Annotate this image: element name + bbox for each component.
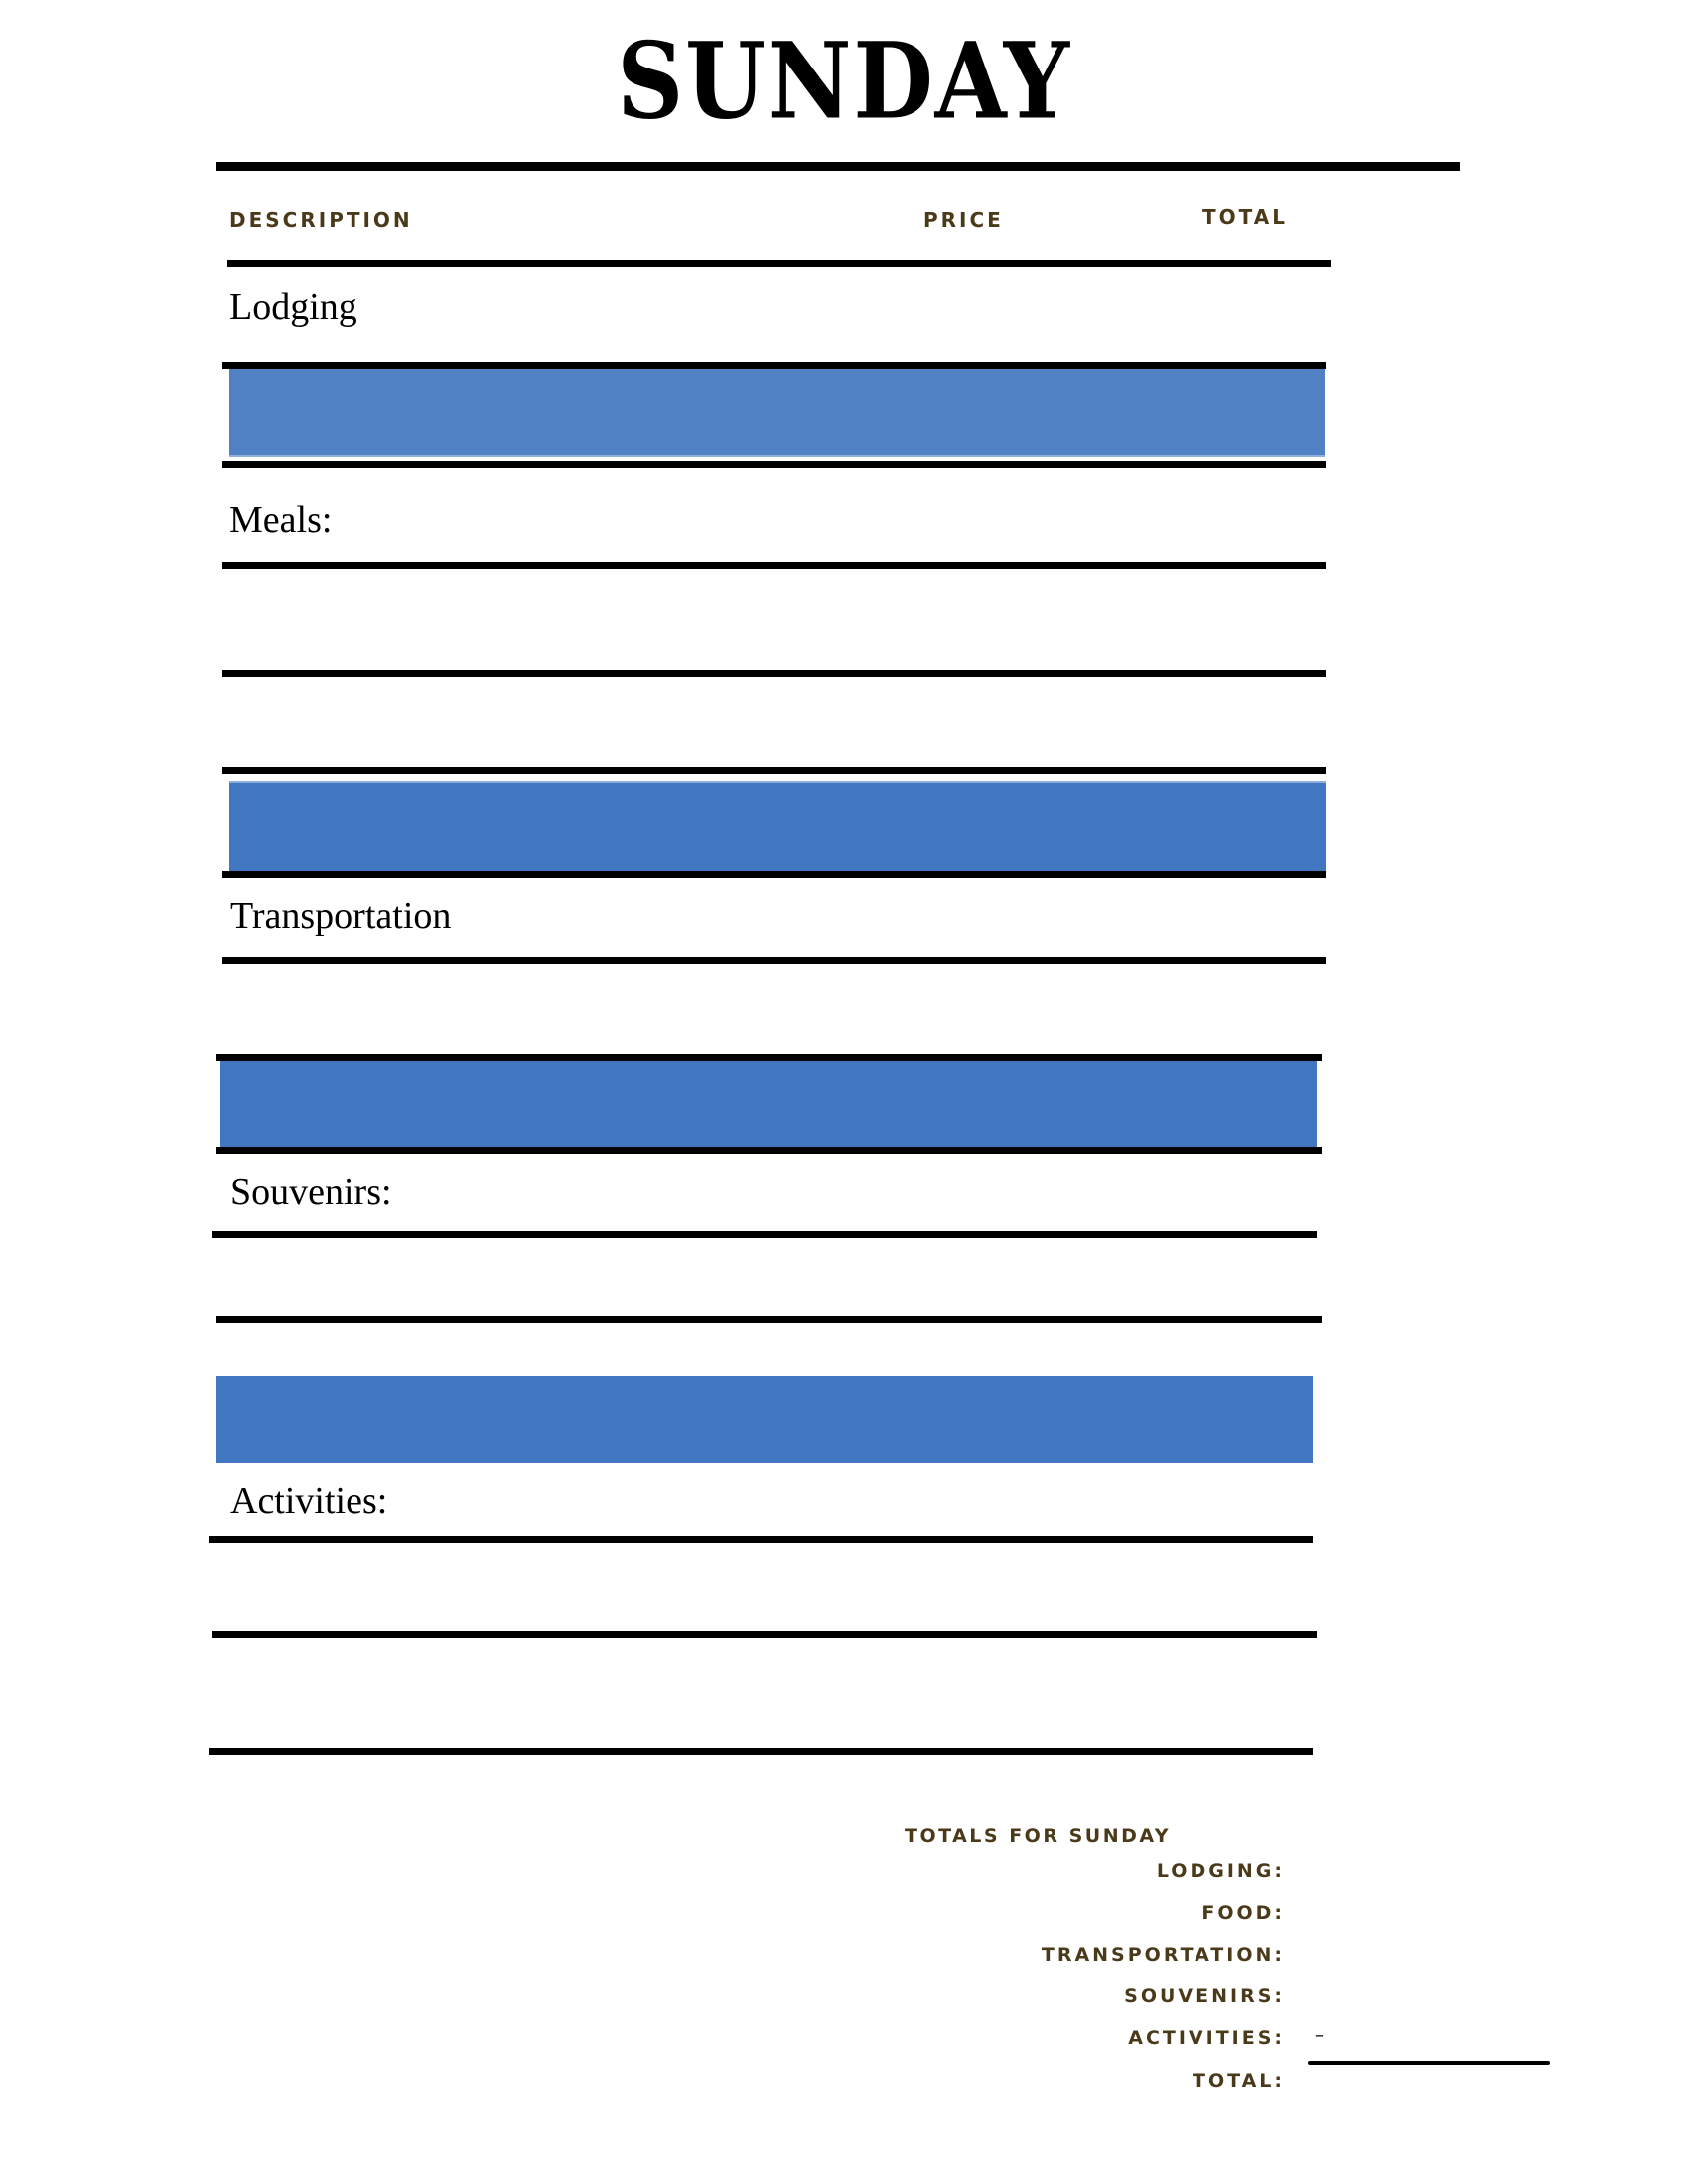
column-header-total: TOTAL [1202, 205, 1288, 229]
totals-label-food: FOOD: [1201, 1902, 1285, 1924]
totals-label-souvenirs: SOUVENIRS: [1124, 1985, 1285, 2007]
activities-entry-row[interactable] [212, 1638, 1317, 1748]
page-title-text: SUNDAY [617, 20, 1071, 143]
meals-entry-row-highlight[interactable] [229, 781, 1326, 873]
totals-label-transportation: TRANSPORTATION: [1041, 1944, 1285, 1966]
meals-entry-row[interactable] [222, 569, 1326, 670]
totals-label-activities: ACTIVITIES: [1128, 2027, 1285, 2049]
meals-entry-row[interactable] [222, 677, 1326, 767]
header-divider [227, 260, 1331, 267]
title-divider [216, 162, 1460, 171]
row-divider [212, 1631, 1317, 1638]
row-divider [209, 1748, 1313, 1755]
totals-value-lodging[interactable] [1311, 1856, 1549, 1886]
section-label-souvenirs: Souvenirs: [230, 1171, 392, 1213]
row-divider [216, 1054, 1322, 1061]
totals-label-lodging: LODGING: [1156, 1860, 1285, 1882]
transportation-entry-row[interactable] [222, 964, 1326, 1054]
row-divider [216, 1316, 1322, 1323]
transportation-entry-row-highlight[interactable] [220, 1061, 1317, 1148]
row-divider [222, 362, 1326, 369]
row-divider [212, 1231, 1317, 1238]
row-divider [222, 767, 1326, 774]
souvenirs-entry-row-highlight[interactable] [216, 1376, 1313, 1463]
page-title [0, 20, 1688, 143]
lodging-entry-row[interactable] [229, 369, 1325, 457]
totals-value-food[interactable] [1311, 1898, 1549, 1928]
row-divider [222, 871, 1326, 878]
section-label-transportation: Transportation [230, 895, 452, 937]
row-divider [222, 461, 1326, 468]
totals-sum-line [1308, 2061, 1550, 2065]
row-divider [222, 670, 1326, 677]
totals-label-total: TOTAL: [1192, 2070, 1285, 2092]
souvenirs-entry-row[interactable] [212, 1238, 1317, 1316]
column-header-price: PRICE [923, 208, 1004, 232]
section-label-meals: Meals: [229, 499, 333, 541]
activities-entry-row[interactable] [209, 1543, 1313, 1631]
column-header-description: DESCRIPTION [229, 208, 413, 232]
row-divider [222, 957, 1326, 964]
totals-value-souvenirs[interactable] [1311, 1981, 1549, 2011]
row-divider [209, 1536, 1313, 1543]
totals-value-activities[interactable]: – [1315, 2025, 1324, 2046]
row-divider [216, 1147, 1322, 1154]
section-label-lodging: Lodging [229, 286, 357, 328]
totals-value-transportation[interactable] [1311, 1940, 1549, 1970]
row-divider [222, 562, 1326, 569]
totals-value-total[interactable] [1311, 2067, 1549, 2097]
section-label-activities: Activities: [230, 1480, 388, 1522]
totals-heading: TOTALS FOR SUNDAY [905, 1825, 1172, 1846]
